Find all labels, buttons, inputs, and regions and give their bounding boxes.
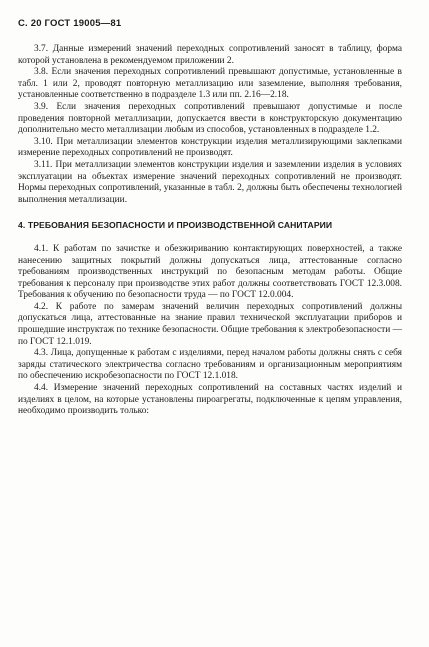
- paragraph-4-3: 4.3. Лица, допущенные к работам с изделиями, перед началом работы должны снять с себя заряды статического электричества согласно требованиям и организационным мероприятиям по обеспечению искробезопасности по ГОСТ 12.1.018.: [18, 348, 402, 382]
- paragraph-4-4: 4.4. Измерение значений переходных сопротивлений на составных частях изделий и изделиях в целом, на которые установлены пироагрегаты, подключенные к цепям управления, необходимо производить только:: [18, 383, 402, 417]
- paragraph-3-10: 3.10. При металлизации элементов конструкции изделия металлизирующими заклепками измерение переходных сопротивлений не производят.: [18, 136, 402, 159]
- paragraph-4-1: 4.1. К работам по зачистке и обезжириванию контактирующих поверхностей, а также нанесению защитных покрытий должны допускаться лица, аттестованные согласно требованиям производственных инструкций по безопасным методам работы. Общие требования к персоналу при производстве этих работ должны соответствовать ГОСТ 12.3.008. Требования к обучению по безопасности труда — по ГОСТ 12.0.004.: [18, 243, 402, 301]
- paragraph-3-7: 3.7. Данные измерений значений переходных сопротивлений заносят в таблицу, форма которой установлена в рекомендуемом приложении 2.: [18, 44, 402, 66]
- document-body: [18, 44, 402, 418]
- page-header: С. 20 ГОСТ 19005—81: [18, 18, 122, 29]
- paragraph-3-8: 3.8. Если значения переходных сопротивлений превышают допустимые, установленные в табл. 1 или 2, проводят повторную металлизацию или заземление, выполняя требования, установленные соответственно в подразделе 1.3 или пп. 2.16—2.18.: [18, 67, 402, 101]
- section-heading: 4. ТРЕБОВАНИЯ БЕЗОПАСНОСТИ И ПРОИЗВОДСТВЕННОЙ САНИТАРИИ: [18, 220, 333, 231]
- paragraph-4-2: 4.2. К работе по замерам значений величин переходных сопротивлений должны допускаться лица, аттестованные на знание правил технической эксплуатации приборов и прошедшие инструктаж по технике безопасности. Общие требования к электробезопасности — по ГОСТ 12.1.019.: [18, 301, 402, 347]
- paragraph-3-9: 3.9. Если значения переходных сопротивлений превышают допустимые и после проведения повторной металлизации, допускается ввести в конструкторскую документацию дополнительно место металлизации любым из способов, установленных в подразделе 1.2.: [18, 101, 402, 136]
- paragraph-3-11: 3.11. При металлизации элементов конструкции изделия и заземлении изделия в условиях эксплуатации на объектах измерение значений переходных сопротивлений не производят. Нормы переходных сопротивлений, указанные в табл. 2, должны быть обеспечены технологией выполнения металлизации.: [18, 159, 402, 205]
